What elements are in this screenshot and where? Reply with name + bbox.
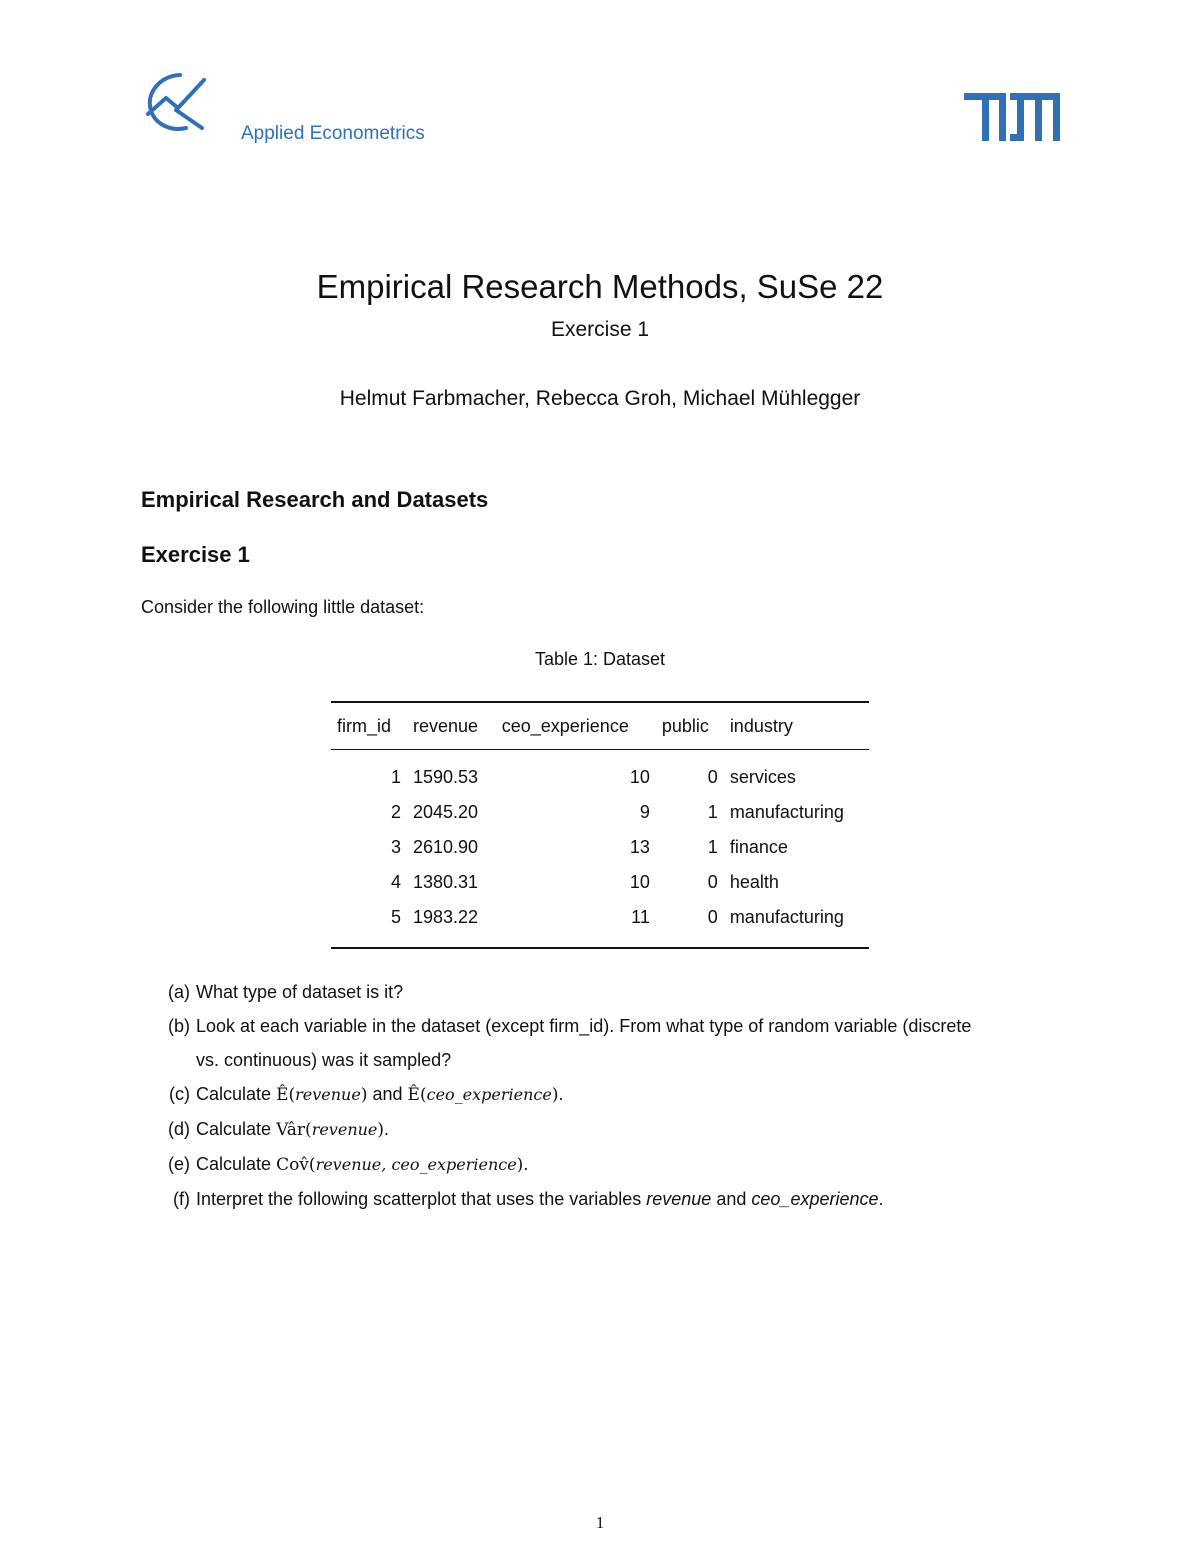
table-cell: manufacturing [729,802,844,822]
table-row [331,795,869,830]
question-text-line: vs. continuous) was it sampled? [196,1050,452,1070]
question-label: (e) [168,1154,190,1174]
question-prefix: Calculate [196,1119,272,1139]
question-text: Calculate Vâr(revenue). [196,1119,390,1140]
question-prefix: Calculate [196,1154,272,1174]
question-list [141,975,1071,1216]
variable-name: ceo_experience [751,1189,879,1209]
table-cell: 11 [631,907,650,927]
column-header: industry [729,715,793,736]
table-cell: 0 [707,872,718,892]
table-cell: 13 [629,837,650,857]
column-header: public [661,715,709,736]
question-text [190,1009,971,1077]
column-header: firm_id [337,715,392,736]
math-variable: ceo_experience [426,1085,552,1104]
intro-text: Consider the following little dataset: [141,597,425,617]
document-subtitle: Exercise 1 [550,318,650,341]
table-cell: 1 [707,837,718,857]
table-cell: 2045.20 [413,802,479,822]
question-text: What type of dataset is it? [196,982,404,1002]
table-cell: 2610.90 [413,837,479,857]
question-connector: and [372,1084,403,1104]
column-header: revenue [413,715,479,736]
table-cell: 4 [390,872,401,892]
table-cell: health [729,872,779,892]
document-authors: Helmut Farbmacher, Rebecca Groh, Michael Mühlegger [339,387,861,410]
table-cell: 5 [390,907,401,927]
question-item [141,1147,1071,1182]
covariance-operator: Cov̂ [276,1155,309,1175]
table-cell: 1 [707,802,718,822]
unit-name: Applied Econometrics [241,123,425,144]
math-variable: revenue [311,1120,378,1139]
table-cell: 0 [707,907,718,927]
question-label: (c) [169,1084,190,1104]
question-item [141,1182,1071,1216]
tum-logo [964,93,1060,141]
variable-name: revenue [646,1189,712,1209]
table-cell: 10 [629,872,650,892]
question-item [141,1112,1071,1147]
expectation-operator: Ê [276,1085,289,1105]
question-text: Calculate Cov̂(revenue, ceo_experience). [196,1154,529,1175]
question-text [190,1182,884,1216]
table-cell: 1590.53 [413,767,479,787]
section-heading: Empirical Research and Datasets [141,487,489,512]
math-variable: revenue [295,1085,361,1104]
table-cell: manufacturing [729,907,844,927]
table-cell: 2 [390,802,401,822]
question-suffix: . [523,1154,529,1174]
question-suffix: . [384,1119,390,1139]
applied-econometrics-logo [142,70,212,140]
question-label: (a) [168,982,190,1002]
column-header: ceo_experience [501,715,629,736]
table-cell: 0 [707,767,718,787]
question-connector: and [716,1189,747,1209]
question-label: (d) [168,1119,190,1139]
question-prefix: Calculate [196,1084,272,1104]
table-cell: 9 [639,802,650,822]
question-item [141,1009,1071,1077]
table-row [331,830,869,865]
table-row [331,900,869,948]
table-cell: services [729,767,796,787]
question-label: (b) [168,1016,190,1036]
table-cell: 3 [390,837,401,857]
expectation-operator: Ê [407,1085,420,1105]
question-item [141,1077,1071,1112]
exercise-heading: Exercise 1 [141,542,250,567]
page-number: 1 [595,1513,605,1532]
table-cell: finance [729,837,788,857]
table-caption: Table 1: Dataset [534,649,666,669]
question-text: Calculate Ê(revenue) and Ê(ceo_experience). [196,1084,564,1105]
table-row [331,750,869,796]
dataset-table [331,701,869,949]
question-label: (f) [173,1189,190,1209]
table-cell: 1 [390,767,401,787]
question-prefix: Interpret the following scatterplot that uses the variables [196,1189,642,1209]
table-header-row [331,702,869,750]
question-suffix: . [558,1084,564,1104]
question-item [141,975,1071,1009]
document-title: Empirical Research Methods, SuSe 22 [316,268,884,305]
question-suffix: . [878,1189,884,1209]
question-text-line: Look at each variable in the dataset (except firm_id). From what type of random variable (discrete [196,1016,972,1036]
table-cell: 1380.31 [413,872,479,892]
math-variable: revenue, ceo_experience [315,1155,517,1174]
variance-operator: Vâr [276,1120,306,1140]
table-cell: 1983.22 [413,907,479,927]
table-row [331,865,869,900]
table-cell: 10 [629,767,650,787]
